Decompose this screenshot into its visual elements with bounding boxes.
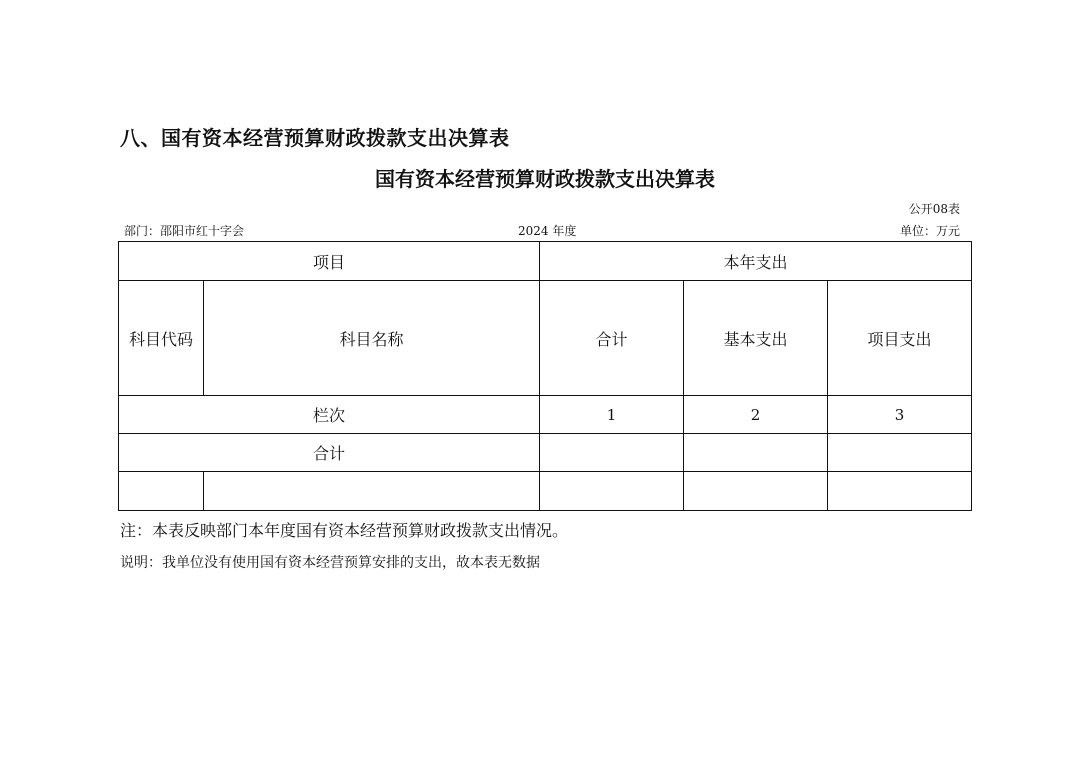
col-project-expenditure: 项目支出 [828,281,972,396]
section-heading: 八、国有资本经营预算财政拨款支出决算表 [120,126,510,150]
table-cell [684,472,828,511]
form-number: 公开08表 [908,202,960,216]
index-cell: 3 [828,396,972,434]
row-index-label: 栏次 [119,396,540,434]
table-subheader-row [119,281,972,396]
table-total-row [119,434,972,472]
budget-table [118,241,972,511]
index-cell: 1 [540,396,684,434]
table-cell [204,472,540,511]
unit-label: 单位：万元 [899,224,960,238]
document-title: 国有资本经营预算财政拨款支出决算表 [375,167,715,191]
table-cell [540,472,684,511]
table-cell [828,472,972,511]
table-note: 注：本表反映部门本年度国有资本经营预算财政拨款支出情况。 [120,521,569,540]
fiscal-year: 2024 年度 [518,224,577,238]
header-project: 项目 [119,242,540,281]
total-cell [540,434,684,472]
col-subject-name: 科目名称 [204,281,540,396]
table-header-row [119,242,972,281]
col-total: 合计 [540,281,684,396]
total-cell [684,434,828,472]
col-subject-code: 科目代码 [119,281,204,396]
col-basic-expenditure: 基本支出 [684,281,828,396]
table-index-row [119,396,972,434]
index-cell: 2 [684,396,828,434]
header-current-year: 本年支出 [540,242,972,281]
table-cell [119,472,204,511]
table-row [119,472,972,511]
explanation-text: 说明：我单位没有使用国有资本经营预算安排的支出，故本表无数据 [120,555,540,571]
total-cell [828,434,972,472]
total-row-label: 合计 [119,434,540,472]
department-label: 部门：邵阳市红十字会 [124,224,245,238]
